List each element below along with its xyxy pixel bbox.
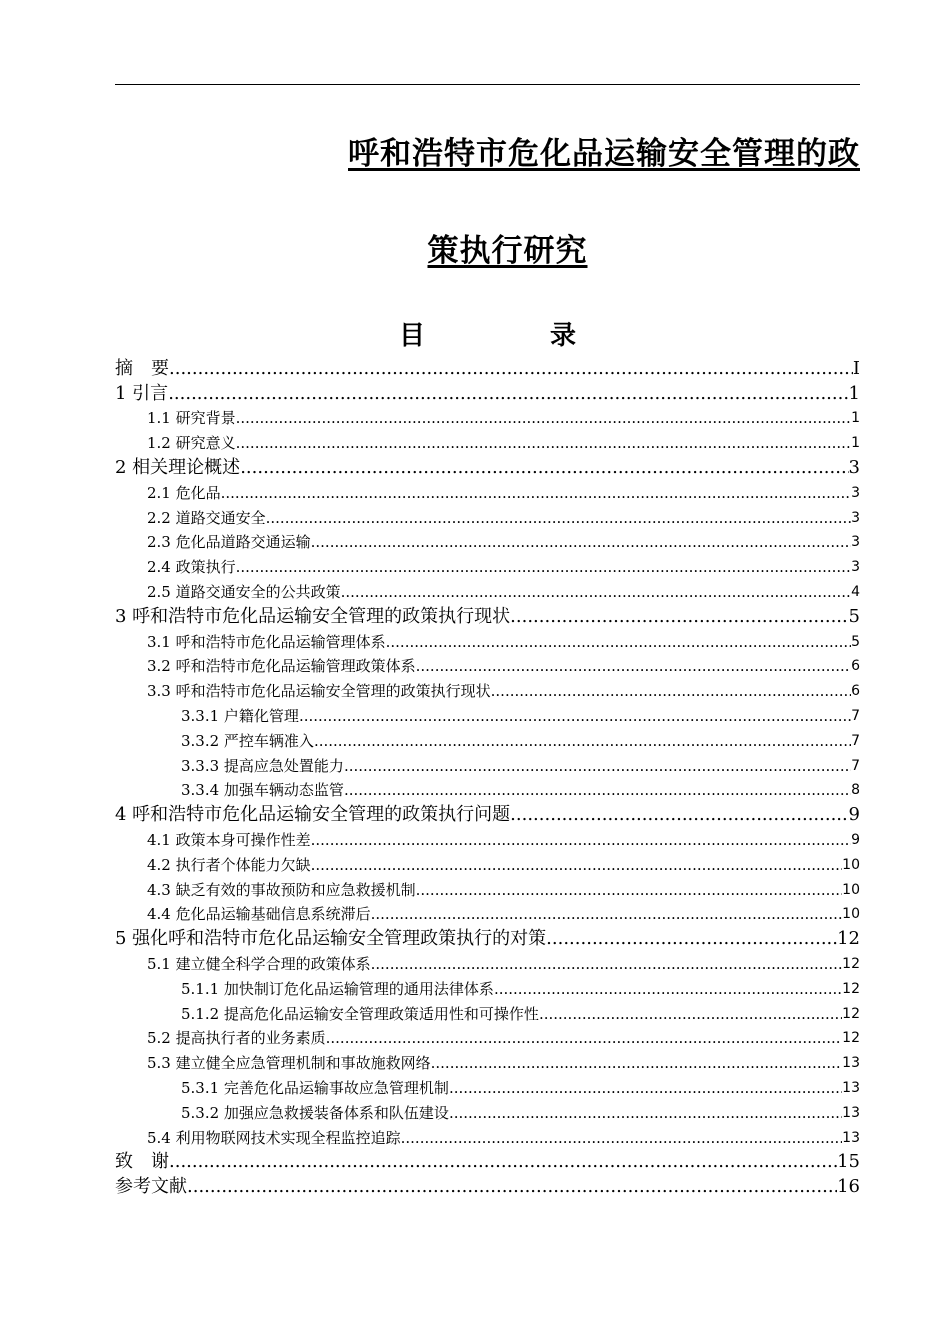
toc-entry[interactable] [115,976,860,1001]
toc-entry-label: 3.3.3 提高应急处置能力 [181,756,344,775]
toc-leader-dots [371,902,843,926]
toc-heading: 目 录 [398,321,635,351]
document-title-line-2: 策执行研究 [427,233,588,269]
toc-entry-page: 9 [851,831,860,848]
toc-entry-label: 3.3.4 加强车辆动态监管 [181,781,344,800]
toc-leader-dots [344,754,851,778]
toc-leader-dots [187,1175,837,1199]
toc-entry-page: 5 [848,605,860,627]
toc-entry-page: 3 [851,484,860,501]
toc-entry-page: 16 [837,1176,860,1198]
toc-entry-page: 4 [851,583,860,600]
toc-entry-label: 5.3.2 加强应急救援装备体系和队伍建设 [181,1103,449,1122]
toc-entry[interactable] [115,1125,860,1150]
header-rule [115,84,860,85]
toc-entry[interactable] [115,455,860,480]
toc-entry[interactable] [115,1174,860,1199]
toc-leader-dots [236,555,851,579]
toc-entry-page: 10 [842,881,860,898]
toc-entry-label: 2.4 政策执行 [147,558,236,577]
toc-entry[interactable] [115,728,860,753]
toc-entry-page: 12 [842,1030,860,1047]
toc-entry[interactable] [115,1050,860,1075]
toc-entry[interactable] [115,902,860,927]
toc-entry-page: 13 [842,1079,860,1096]
toc-entry-page: 7 [851,732,860,749]
toc-entry-label: 摘 要 [115,357,169,379]
toc-entry-label: 2.5 道路交通安全的公共政策 [147,582,341,601]
toc-entry-label: 2.3 危化品道路交通运输 [147,533,311,552]
toc-entry-label: 3.1 呼和浩特市危化品运输管理体系 [147,632,386,651]
toc-entry[interactable] [115,430,860,455]
toc-entry-page: 9 [848,804,860,826]
toc-leader-dots [510,803,848,827]
toc-leader-dots [344,778,851,802]
toc-leader-dots [311,828,851,852]
toc-entry-label: 4.2 执行者个体能力欠缺 [147,855,311,874]
toc-entry[interactable] [115,604,860,629]
toc-leader-dots [416,654,851,678]
toc-entry-page: 13 [842,1055,860,1072]
toc-entry-page: 7 [851,707,860,724]
toc-entry-label: 3.3 呼和浩特市危化品运输安全管理的政策执行现状 [147,682,491,701]
toc-entry-label: 2.2 道路交通安全 [147,508,266,527]
toc-leader-dots [266,506,851,530]
toc-entry-label: 4.4 危化品运输基础信息系统滞后 [147,905,371,924]
toc-entry[interactable] [115,877,860,902]
toc-entry-label: 5 强化呼和浩特市危化品运输安全管理政策执行的对策 [115,928,547,950]
toc-leader-dots [494,977,842,1001]
toc-entry[interactable] [115,926,860,951]
toc-entry[interactable] [115,951,860,976]
toc-leader-dots [510,605,848,629]
toc-entry-page: 10 [842,856,860,873]
toc-leader-dots [416,878,843,902]
toc-entry-label: 参考文献 [115,1176,187,1198]
toc-entry-page: 12 [837,928,860,950]
toc-entry[interactable] [115,381,860,406]
toc-entry-page: 7 [851,757,860,774]
toc-leader-dots [311,853,843,877]
toc-leader-dots [386,630,851,654]
toc-entry[interactable] [115,480,860,505]
toc-entry[interactable] [115,356,860,381]
toc-entry-page: 13 [842,1129,860,1146]
toc-entry[interactable] [115,678,860,703]
toc-entry-page: 1 [851,410,860,427]
document-title-line-1: 呼和浩特市危化品运输安全管理的政 [348,136,860,172]
toc-entry-label: 5.1.2 提高危化品运输安全管理政策适用性和可操作性 [181,1004,539,1023]
table-of-contents [115,356,860,1199]
toc-entry-label: 致 谢 [115,1151,169,1173]
toc-leader-dots [431,1051,843,1075]
toc-entry[interactable] [115,1075,860,1100]
toc-entry-page: 3 [848,456,860,478]
toc-leader-dots [341,580,851,604]
toc-entry-page: 5 [851,633,860,650]
toc-entry-page: I [852,357,860,379]
toc-entry[interactable] [115,1100,860,1125]
toc-entry[interactable] [115,852,860,877]
toc-entry[interactable] [115,406,860,431]
toc-entry[interactable] [115,530,860,555]
toc-entry-label: 3.3.1 户籍化管理 [181,706,299,725]
toc-entry[interactable] [115,554,860,579]
toc-entry-label: 1.2 研究意义 [147,434,236,453]
toc-leader-dots [314,729,851,753]
toc-leader-dots [221,481,851,505]
toc-entry-page: 3 [851,559,860,576]
toc-entry-page: 8 [851,782,860,799]
toc-entry[interactable] [115,629,860,654]
toc-leader-dots [299,704,851,728]
toc-leader-dots [236,431,851,455]
toc-entry-label: 5.3.1 完善危化品运输事故应急管理机制 [181,1078,449,1097]
toc-entry-label: 3.2 呼和浩特市危化品运输管理政策体系 [147,657,416,676]
toc-leader-dots [401,1126,843,1150]
toc-entry[interactable] [115,505,860,530]
toc-leader-dots [491,679,851,703]
toc-entry-page: 12 [842,1005,860,1022]
toc-leader-dots [371,952,843,976]
toc-leader-dots [240,456,848,480]
toc-leader-dots [449,1076,842,1100]
toc-leader-dots [169,1150,837,1174]
toc-entry-label: 2 相关理论概述 [115,456,241,478]
toc-entry-label: 4.1 政策本身可操作性差 [147,830,311,849]
toc-entry[interactable] [115,802,860,827]
toc-entry-label: 5.1.1 加快制订危化品运输管理的通用法律体系 [181,979,494,998]
toc-entry-page: 1 [848,382,860,404]
toc-entry-label: 5.2 提高执行者的业务素质 [147,1029,326,1048]
toc-entry-label: 5.3 建立健全应急管理机制和事故施救网络 [147,1054,431,1073]
toc-entry-page: 3 [851,509,860,526]
toc-leader-dots [311,530,851,554]
toc-entry[interactable] [115,753,860,778]
toc-leader-dots [449,1101,842,1125]
toc-entry[interactable] [115,778,860,803]
toc-entry-page: 6 [851,658,860,675]
toc-entry-label: 3.3.2 严控车辆准入 [181,731,314,750]
toc-entry-page: 6 [851,683,860,700]
toc-leader-dots [539,1002,842,1026]
toc-entry-page: 13 [842,1104,860,1121]
toc-entry[interactable] [115,654,860,679]
toc-entry[interactable] [115,703,860,728]
toc-leader-dots [168,382,848,406]
toc-entry[interactable] [115,1150,860,1175]
toc-entry-label: 4.3 缺乏有效的事故预防和应急救援机制 [147,880,416,899]
toc-entry-label: 3 呼和浩特市危化品运输安全管理的政策执行现状 [115,605,511,627]
toc-entry-page: 15 [837,1151,860,1173]
toc-entry-label: 1 引言 [115,382,169,404]
toc-entry-page: 1 [851,435,860,452]
toc-leader-dots [236,406,851,430]
toc-entry-label: 5.1 建立健全科学合理的政策体系 [147,954,371,973]
toc-entry-label: 4 呼和浩特市危化品运输安全管理的政策执行问题 [115,804,511,826]
toc-leader-dots [546,927,837,951]
toc-entry-page: 12 [842,980,860,997]
toc-leader-dots [326,1026,843,1050]
toc-leader-dots [169,357,853,381]
toc-entry[interactable] [115,1026,860,1051]
toc-entry-label: 1.1 研究背景 [147,409,236,428]
toc-entry-page: 3 [851,534,860,551]
toc-entry-page: 10 [842,906,860,923]
toc-entry[interactable] [115,1001,860,1026]
toc-entry-page: 12 [842,955,860,972]
toc-entry-label: 5.4 利用物联网技术实现全程监控追踪 [147,1128,401,1147]
toc-entry[interactable] [115,579,860,604]
toc-entry-label: 2.1 危化品 [147,483,221,502]
toc-entry[interactable] [115,827,860,852]
